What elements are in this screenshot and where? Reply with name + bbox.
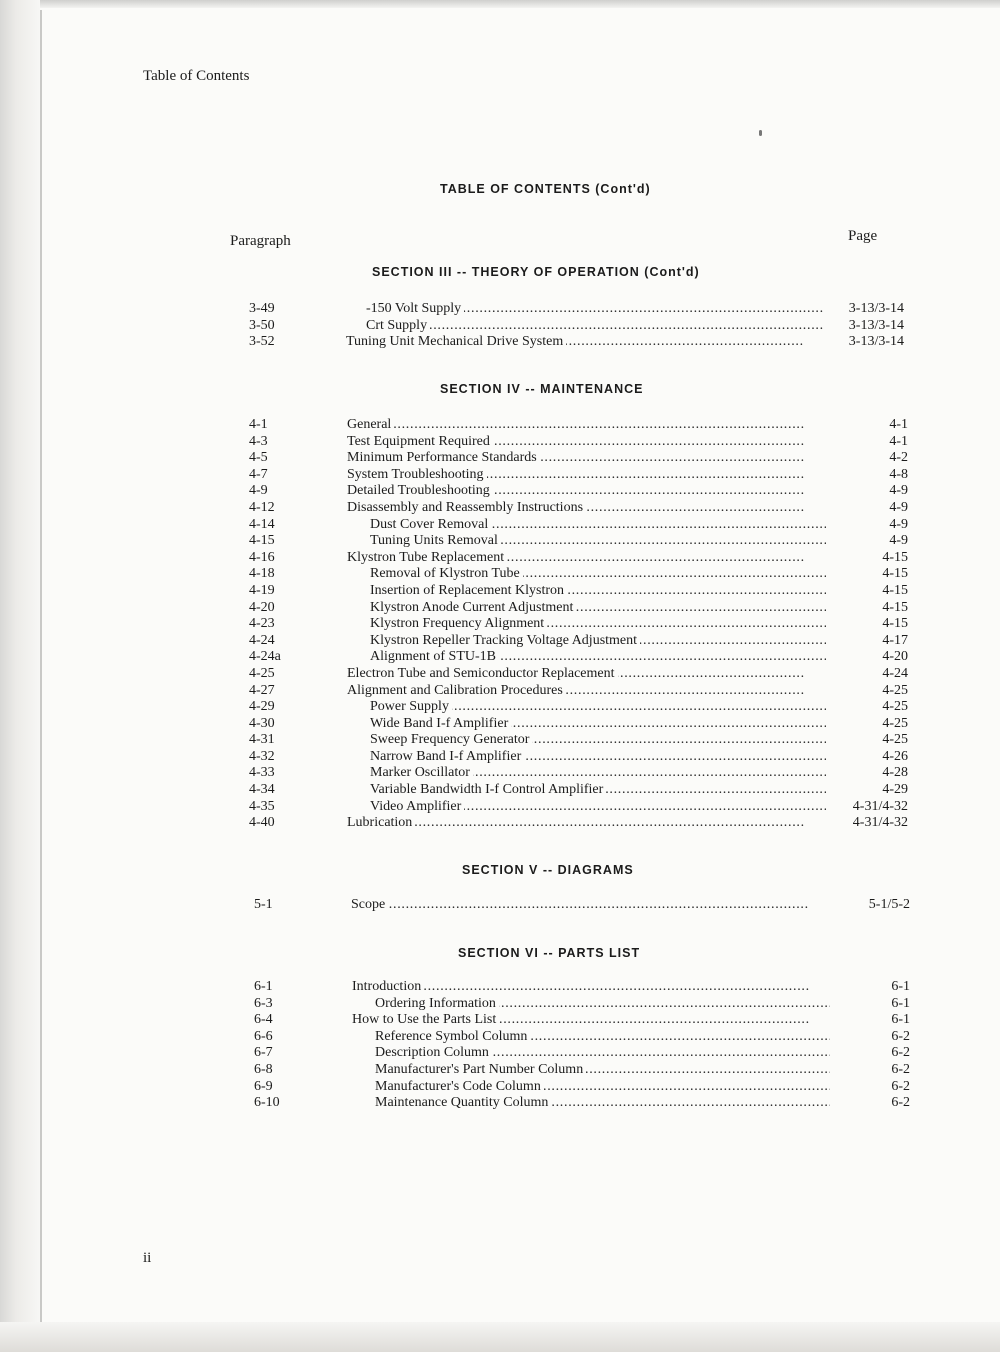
toc-title: TABLE OF CONTENTS (Cont'd) (440, 182, 651, 196)
toc-entry (0, 1062, 1000, 1079)
entry-title: Klystron Frequency Alignment (370, 616, 547, 631)
entry-title: How to Use the Parts List (352, 1012, 499, 1027)
entry-title-with-leader-dots (370, 716, 826, 733)
page-reference: 4-25 (882, 715, 908, 731)
entry-title: Maintenance Quantity Column (375, 1095, 551, 1110)
entry-title-with-leader-dots (347, 450, 826, 467)
entry-title-with-leader-dots (347, 467, 826, 484)
entry-title-with-leader-dots (346, 334, 826, 351)
entry-title-with-leader-dots (347, 500, 826, 517)
toc-entry (0, 815, 1000, 832)
page-reference: 4-28 (882, 765, 908, 781)
toc-entry (0, 517, 1000, 534)
entry-title: Minimum Performance Standards (347, 450, 540, 465)
entry-title-with-leader-dots (370, 517, 826, 534)
toc-entry (0, 716, 1000, 733)
entry-title-with-leader-dots (370, 633, 826, 650)
entry-title: Insertion of Replacement Klystron (370, 583, 567, 598)
page-reference: 4-9 (889, 533, 908, 549)
toc-entry (0, 749, 1000, 766)
entry-title-with-leader-dots (375, 1062, 830, 1079)
toc-entry (0, 897, 1000, 914)
paragraph-number: 4-33 (249, 765, 275, 781)
entry-title-with-leader-dots (352, 979, 830, 996)
page-reference: 6-2 (891, 1028, 910, 1044)
toc-entry (0, 1012, 1000, 1029)
toc-entry (0, 467, 1000, 484)
entry-title-with-leader-dots (375, 1095, 830, 1112)
section-title: SECTION III -- THEORY OF OPERATION (Cont'd) (372, 265, 700, 279)
entry-title-with-leader-dots (370, 799, 826, 816)
toc-entry (0, 483, 1000, 500)
page-reference: 4-25 (882, 732, 908, 748)
section-iv-entries (0, 417, 1000, 832)
entry-title: Removal of Klystron Tube (370, 566, 523, 581)
page-reference: 4-20 (882, 649, 908, 665)
paragraph-number: 4-31 (249, 732, 275, 748)
toc-entry (0, 699, 1000, 716)
entry-title: System Troubleshooting (347, 467, 487, 482)
entry-title: Tuning Unit Mechanical Drive System (346, 334, 566, 349)
paragraph-number: 4-25 (249, 665, 275, 681)
toc-entry (0, 550, 1000, 567)
paragraph-number: 6-10 (254, 1095, 280, 1111)
toc-entry (0, 1045, 1000, 1062)
paragraph-number: 6-8 (254, 1061, 273, 1077)
paragraph-number: 4-3 (249, 433, 268, 449)
toc-entry (0, 566, 1000, 583)
paragraph-number: 4-27 (249, 682, 275, 698)
entry-title-with-leader-dots (370, 616, 826, 633)
entry-title-with-leader-dots (375, 1029, 830, 1046)
scan-speck (759, 130, 762, 136)
page-reference: 4-15 (882, 599, 908, 615)
paragraph-number: 6-4 (254, 1012, 273, 1028)
toc-entry (0, 996, 1000, 1013)
entry-title: -150 Volt Supply (366, 301, 464, 316)
page-reference: 4-1 (889, 417, 908, 432)
toc-entry (0, 533, 1000, 550)
toc-entry (0, 301, 1000, 318)
toc-entry (0, 583, 1000, 600)
entry-title-with-leader-dots (370, 749, 826, 766)
toc-entry (0, 979, 1000, 996)
entry-title-with-leader-dots (347, 417, 826, 434)
entry-title-with-leader-dots (366, 318, 826, 335)
section-title: SECTION VI -- PARTS LIST (458, 946, 641, 960)
entry-title: Scope (351, 897, 388, 912)
paragraph-number: 4-19 (249, 582, 275, 598)
toc-entry (0, 318, 1000, 335)
section-v-entries (0, 897, 1000, 914)
scan-edge-top (0, 0, 1000, 8)
page-reference: 4-15 (882, 582, 908, 598)
entry-title-with-leader-dots (352, 1012, 830, 1029)
entry-title: Ordering Information (375, 996, 499, 1011)
entry-title: Sweep Frequency Generator (370, 732, 532, 747)
paragraph-number: 3-49 (249, 301, 275, 316)
entry-title: Manufacturer's Code Column (375, 1079, 544, 1094)
page-reference: 4-15 (882, 616, 908, 632)
page-reference: 5-1/5-2 (868, 897, 910, 912)
paragraph-number: 4-40 (249, 815, 275, 831)
entry-title: Dust Cover Removal (370, 517, 491, 532)
entry-title-with-leader-dots (347, 550, 826, 567)
entry-title-with-leader-dots (347, 683, 826, 700)
paragraph-number: 4-30 (249, 715, 275, 731)
toc-entry (0, 1095, 1000, 1112)
paragraph-number: 4-35 (249, 798, 275, 814)
page-reference: 4-15 (882, 566, 908, 582)
toc-entry (0, 649, 1000, 666)
page-reference: 4-25 (882, 699, 908, 715)
entry-title-with-leader-dots (347, 815, 826, 832)
entry-title-with-leader-dots (366, 301, 826, 318)
page-reference: 4-25 (882, 682, 908, 698)
section-title: SECTION V -- DIAGRAMS (462, 863, 634, 877)
entry-title: Crt Supply (366, 318, 430, 333)
page-reference: 6-2 (891, 1095, 910, 1111)
entry-title-with-leader-dots (370, 600, 826, 617)
toc-entry (0, 616, 1000, 633)
entry-title-with-leader-dots (370, 765, 826, 782)
page-reference: 4-1 (889, 433, 908, 449)
entry-title: Tuning Units Removal (370, 533, 501, 548)
entry-title: Klystron Tube Replacement (347, 550, 507, 565)
entry-title: Wide Band I-f Amplifier (370, 716, 511, 731)
entry-title-with-leader-dots (347, 666, 826, 683)
paragraph-number: 4-23 (249, 616, 275, 632)
page-reference: 4-31/4-32 (852, 798, 908, 814)
entry-title: Test Equipment Required (347, 434, 493, 449)
paragraph-number: 4-24 (249, 632, 275, 648)
entry-title-with-leader-dots (375, 1045, 830, 1062)
paragraph-number: 4-29 (249, 699, 275, 715)
entry-title-with-leader-dots (370, 566, 826, 583)
entry-title: Marker Oscillator (370, 765, 473, 780)
paragraph-number: 4-1 (249, 417, 268, 432)
toc-entry (0, 1079, 1000, 1096)
toc-entry (0, 434, 1000, 451)
entry-title: Detailed Troubleshooting (347, 483, 493, 498)
page-reference: 3-13/3-14 (848, 334, 904, 350)
page-reference: 4-15 (882, 549, 908, 565)
paragraph-number: 6-7 (254, 1045, 273, 1061)
running-head: Table of Contents (143, 68, 250, 84)
paragraph-number: 4-20 (249, 599, 275, 615)
page-reference: 4-8 (889, 466, 908, 482)
entry-title-with-leader-dots (375, 1079, 830, 1096)
entry-title-with-leader-dots (347, 434, 826, 451)
entry-title: Disassembly and Reassembly Instructions (347, 500, 586, 515)
paragraph-number: 6-1 (254, 979, 273, 994)
page-reference: 6-2 (891, 1078, 910, 1094)
paragraph-number: 4-12 (249, 499, 275, 515)
entry-title-with-leader-dots (370, 732, 826, 749)
page-reference: 4-26 (882, 748, 908, 764)
entry-title: Lubrication (347, 815, 415, 830)
paragraph-number: 4-5 (249, 450, 268, 466)
entry-title-with-leader-dots (370, 583, 826, 600)
page-reference: 6-1 (891, 979, 910, 994)
entry-title: Variable Bandwidth I-f Control Amplifier (370, 782, 606, 797)
page-reference: 4-9 (889, 499, 908, 515)
entry-title: Manufacturer's Part Number Column (375, 1062, 586, 1077)
toc-entry (0, 683, 1000, 700)
paragraph-number: 4-14 (249, 516, 275, 532)
paragraph-number: 5-1 (254, 897, 273, 912)
toc-entry (0, 500, 1000, 517)
entry-title: General (347, 417, 394, 432)
toc-entry (0, 765, 1000, 782)
entry-title: Klystron Anode Current Adjustment (370, 600, 576, 615)
toc-entry (0, 334, 1000, 351)
entry-title: Power Supply (370, 699, 452, 714)
page-reference: 4-29 (882, 782, 908, 798)
paragraph-number: 6-9 (254, 1078, 273, 1094)
paragraph-number: 6-3 (254, 995, 273, 1011)
page-column-header: Page (848, 228, 878, 244)
page-reference: 6-2 (891, 1045, 910, 1061)
section-vi-entries (0, 979, 1000, 1112)
paragraph-number: 4-16 (249, 549, 275, 565)
paragraph-number: 4-7 (249, 466, 268, 482)
paragraph-number: 3-52 (249, 334, 275, 350)
entry-title-with-leader-dots (347, 483, 826, 500)
paragraph-number: 4-34 (249, 782, 275, 798)
page-reference: 4-2 (889, 450, 908, 466)
paragraph-number: 4-9 (249, 483, 268, 499)
entry-title-with-leader-dots (370, 533, 826, 550)
toc-entry (0, 782, 1000, 799)
entry-title: Alignment and Calibration Procedures (347, 683, 566, 698)
entry-title-with-leader-dots (370, 782, 826, 799)
entry-title: Electron Tube and Semiconductor Replacement (347, 666, 618, 681)
paragraph-number: 4-18 (249, 566, 275, 582)
entry-title-with-leader-dots (370, 699, 826, 716)
page-reference: 4-9 (889, 483, 908, 499)
page-reference: 3-13/3-14 (848, 301, 904, 316)
section-title: SECTION IV -- MAINTENANCE (440, 382, 644, 396)
entry-title: Reference Symbol Column (375, 1029, 530, 1044)
entry-title: Alignment of STU-1B (370, 649, 499, 664)
page-reference: 4-9 (889, 516, 908, 532)
page-reference: 4-17 (882, 632, 908, 648)
toc-entry (0, 799, 1000, 816)
entry-title: Video Amplifier (370, 799, 464, 814)
paragraph-number: 6-6 (254, 1028, 273, 1044)
page-reference: 4-31/4-32 (852, 815, 908, 831)
section-iii-entries (0, 301, 1000, 351)
paragraph-number: 4-32 (249, 748, 275, 764)
paragraph-number: 4-15 (249, 533, 275, 549)
toc-entry (0, 633, 1000, 650)
toc-entry (0, 600, 1000, 617)
page-reference: 6-1 (891, 995, 910, 1011)
page-reference: 3-13/3-14 (848, 317, 904, 333)
entry-title-with-leader-dots (375, 996, 830, 1013)
toc-entry (0, 417, 1000, 434)
toc-entry (0, 732, 1000, 749)
toc-entry (0, 450, 1000, 467)
entry-title-with-leader-dots (370, 649, 826, 666)
scan-edge-bottom (0, 1322, 1000, 1352)
paragraph-column-header: Paragraph (230, 233, 291, 249)
page-reference: 6-2 (891, 1061, 910, 1077)
toc-entry (0, 1029, 1000, 1046)
paragraph-number: 4-24a (249, 649, 281, 665)
paragraph-number: 3-50 (249, 317, 275, 333)
page-number: ii (143, 1250, 152, 1266)
entry-title: Narrow Band I-f Amplifier (370, 749, 524, 764)
page-reference: 4-24 (882, 665, 908, 681)
entry-title: Introduction (352, 979, 424, 994)
entry-title-with-leader-dots (351, 897, 826, 914)
entry-title: Description Column (375, 1045, 492, 1060)
toc-entry (0, 666, 1000, 683)
entry-title: Klystron Repeller Tracking Voltage Adjustment (370, 633, 640, 648)
page-reference: 6-1 (891, 1012, 910, 1028)
